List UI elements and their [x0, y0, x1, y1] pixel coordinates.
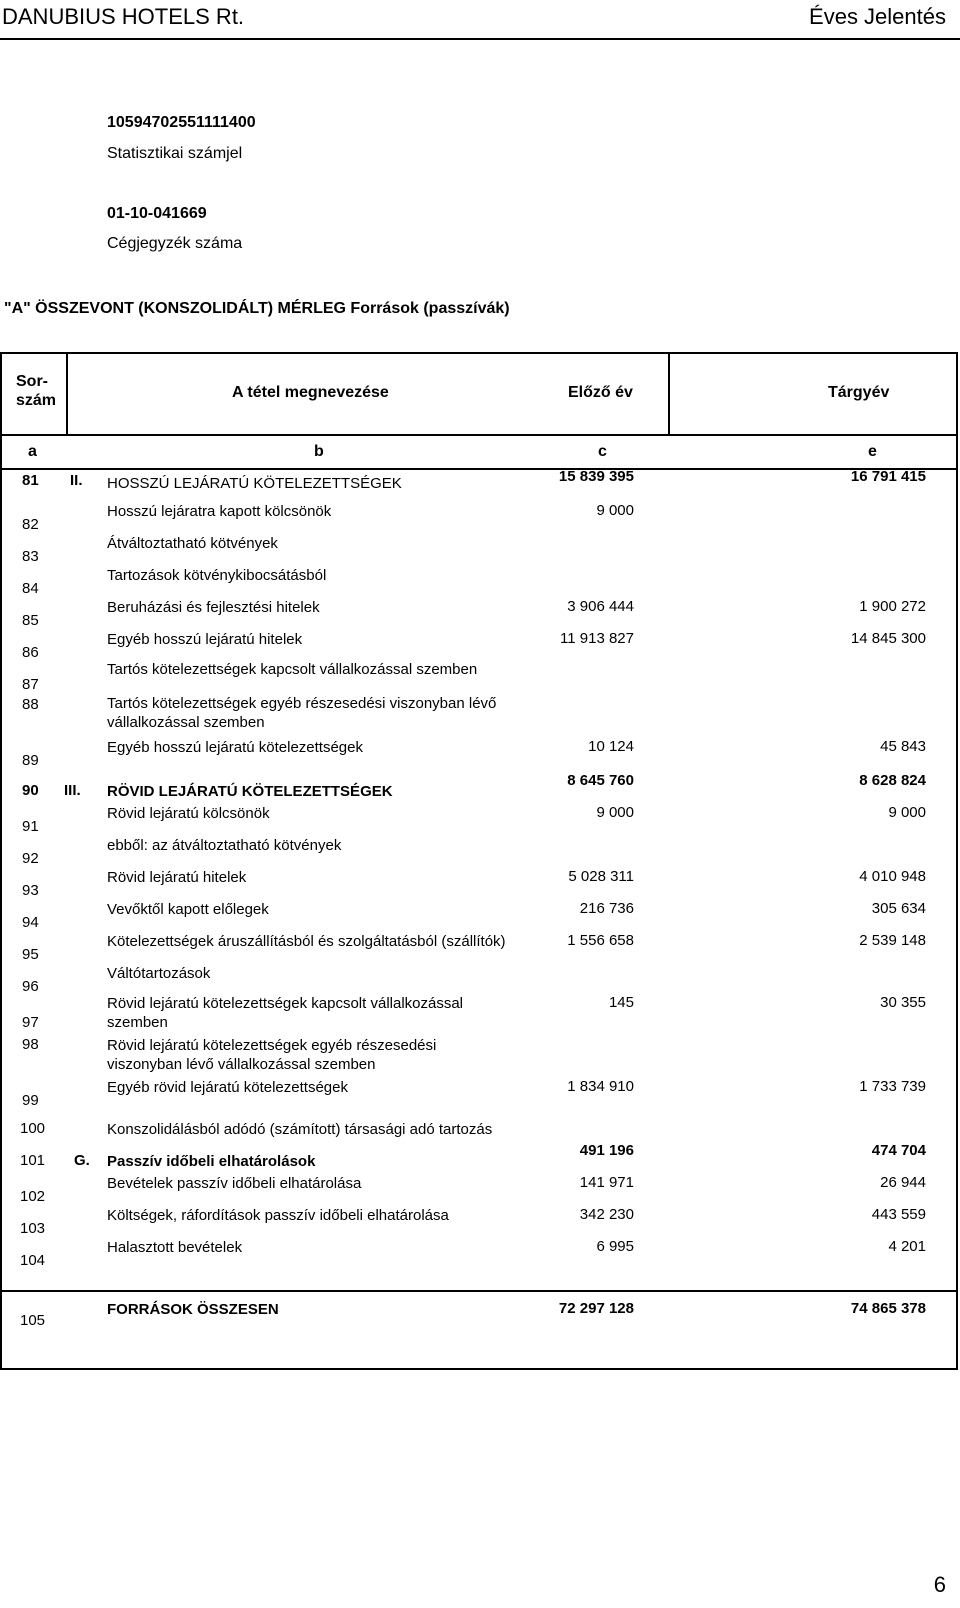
row-label: Rövid lejáratú kötelezettségek egyéb részesedési viszonyban lévő vállalkozással szemben — [107, 1037, 437, 1073]
row-label: RÖVID LEJÁRATÚ KÖTELEZETTSÉGEK — [107, 783, 393, 800]
row-label: HOSSZÚ LEJÁRATÚ KÖTELEZETTSÉGEK — [107, 475, 402, 492]
current-year-value: 9 000 — [888, 804, 926, 821]
prev-year-value: 1 834 910 — [567, 1078, 634, 1095]
current-year-value: 305 634 — [871, 900, 926, 917]
row-label: Egyéb hosszú lejáratú hitelek — [107, 631, 303, 648]
row-number: 105 — [20, 1312, 46, 1329]
current-year-value: 45 843 — [880, 738, 926, 755]
col-letter-e: e — [868, 443, 877, 460]
header-divider — [0, 38, 960, 40]
prev-year-value: 11 913 827 — [560, 630, 634, 647]
prev-year-value: 15 839 395 — [558, 468, 634, 485]
row-label: Rövid lejáratú kötelezettségek kapcsolt vállalkozással szemben — [107, 995, 464, 1031]
current-year-value: 30 355 — [880, 994, 926, 1011]
row-number: 84 — [22, 580, 39, 597]
current-year-value: 8 628 824 — [859, 772, 926, 789]
row-number: 98 — [22, 1036, 39, 1053]
current-year-value: 4 201 — [888, 1238, 926, 1255]
registration-id: 01-10-041669 — [107, 205, 207, 222]
row-number: 89 — [22, 752, 39, 769]
prev-year-value: 6 995 — [596, 1238, 634, 1255]
row-label: Tartós kötelezettségek kapcsolt vállalkozással szemben — [107, 661, 478, 678]
col-divider — [66, 354, 68, 434]
row-label: Bevételek passzív időbeli elhatárolása — [107, 1175, 362, 1192]
row-label: Tartós kötelezettségek egyéb részesedési viszonyban lévő vállalkozással szemben — [107, 695, 497, 731]
prev-year-value: 9 000 — [596, 502, 634, 519]
prev-year-value: 1 556 658 — [567, 932, 634, 949]
prev-year-value: 72 297 128 — [558, 1300, 634, 1317]
row-number: 81 — [22, 472, 39, 489]
prev-year-value: 5 028 311 — [568, 868, 634, 885]
prev-year-value: 491 196 — [579, 1142, 634, 1159]
row-number: 95 — [22, 946, 39, 963]
current-year-value: 443 559 — [871, 1206, 926, 1223]
row-number: 103 — [20, 1220, 46, 1237]
report-title: Éves Jelentés — [809, 4, 946, 29]
row-number: 88 — [22, 696, 39, 713]
col-letter-b: b — [314, 443, 324, 460]
row-number: 91 — [22, 818, 39, 835]
current-year-value: 4 010 948 — [859, 868, 926, 885]
row-label: Kötelezettségek áruszállításból és szolgáltatásból (szállítók) — [107, 933, 506, 950]
row-number: 96 — [22, 978, 39, 995]
row-label: Rövid lejáratú kölcsönök — [107, 805, 270, 822]
current-year-value: 26 944 — [880, 1174, 926, 1191]
col-header-prev: Előző év — [568, 384, 633, 401]
row-label: Egyéb rövid lejáratú kötelezettségek — [107, 1079, 348, 1096]
registration-id-label: Cégjegyzék száma — [107, 235, 243, 252]
row-label: Vevőktől kapott előlegek — [107, 901, 269, 918]
current-year-value: 1 900 272 — [859, 598, 926, 615]
row-number: 102 — [20, 1188, 46, 1205]
prev-year-value: 141 971 — [579, 1174, 634, 1191]
prev-year-value: 3 906 444 — [567, 598, 634, 615]
row-number: 93 — [22, 882, 39, 899]
total-separator — [2, 1290, 956, 1292]
section-marker: II. — [70, 472, 83, 489]
section-marker: G. — [74, 1152, 90, 1169]
page-number: 6 — [933, 1572, 946, 1597]
subheader-separator — [2, 468, 956, 470]
col-divider — [668, 354, 670, 434]
row-label: Egyéb hosszú lejáratú kötelezettségek — [107, 739, 363, 756]
row-label: Költségek, ráfordítások passzív időbeli elhatárolása — [107, 1207, 449, 1224]
row-number: 90 — [22, 782, 39, 799]
header-separator — [2, 434, 956, 436]
prev-year-value: 216 736 — [579, 900, 634, 917]
row-number: 101 — [20, 1152, 46, 1169]
row-label: Beruházási és fejlesztési hitelek — [107, 599, 320, 616]
row-number: 92 — [22, 850, 39, 867]
current-year-value: 14 845 300 — [850, 630, 926, 647]
company-name: DANUBIUS HOTELS Rt. — [2, 4, 245, 29]
current-year-value: 2 539 148 — [859, 932, 926, 949]
row-number: 94 — [22, 914, 39, 931]
stat-id: 10594702551111400 — [107, 114, 256, 131]
balance-sheet-title: "A" ÖSSZEVONT (KONSZOLIDÁLT) MÉRLEG Források (passzívák) — [4, 300, 510, 317]
row-label: Átváltoztatható kötvények — [107, 535, 278, 552]
row-number: 99 — [22, 1092, 39, 1109]
row-number: 100 — [20, 1120, 46, 1137]
row-number: 85 — [22, 612, 39, 629]
row-number: 83 — [22, 548, 39, 565]
current-year-value: 74 865 378 — [850, 1300, 926, 1317]
row-label: Passzív időbeli elhatárolások — [107, 1153, 316, 1170]
current-year-value: 16 791 415 — [850, 468, 926, 485]
row-label: Tartozások kötvénykibocsátásból — [107, 567, 327, 584]
prev-year-value: 10 124 — [588, 738, 634, 755]
row-number: 97 — [22, 1014, 39, 1031]
balance-table — [0, 352, 958, 1370]
col-letter-a: a — [28, 443, 37, 460]
section-marker: III. — [64, 782, 81, 799]
row-number: 86 — [22, 644, 39, 661]
prev-year-value: 8 645 760 — [567, 772, 634, 789]
row-label: FORRÁSOK ÖSSZESEN — [107, 1301, 279, 1318]
col-header-num: Sor- szám — [16, 373, 57, 409]
row-label: ebből: az átváltoztatható kötvények — [107, 837, 342, 854]
row-number: 82 — [22, 516, 39, 533]
col-header-curr: Tárgyév — [828, 384, 890, 401]
prev-year-value: 342 230 — [579, 1206, 634, 1223]
row-label: Konszolidálásból adódó (számított) társasági adó tartozás — [107, 1121, 493, 1138]
prev-year-value: 9 000 — [596, 804, 634, 821]
row-label: Halasztott bevételek — [107, 1239, 243, 1256]
row-number: 87 — [22, 676, 39, 693]
current-year-value: 474 704 — [871, 1142, 926, 1159]
prev-year-value: 145 — [608, 994, 634, 1011]
row-number: 104 — [20, 1252, 46, 1269]
row-label: Rövid lejáratú hitelek — [107, 869, 247, 886]
row-label: Váltótartozások — [107, 965, 211, 982]
row-label: Hosszú lejáratra kapott kölcsönök — [107, 503, 332, 520]
col-letter-c: c — [598, 443, 607, 460]
current-year-value: 1 733 739 — [859, 1078, 926, 1095]
col-header-name: A tétel megnevezése — [232, 384, 389, 401]
stat-id-label: Statisztikai számjel — [107, 145, 243, 162]
